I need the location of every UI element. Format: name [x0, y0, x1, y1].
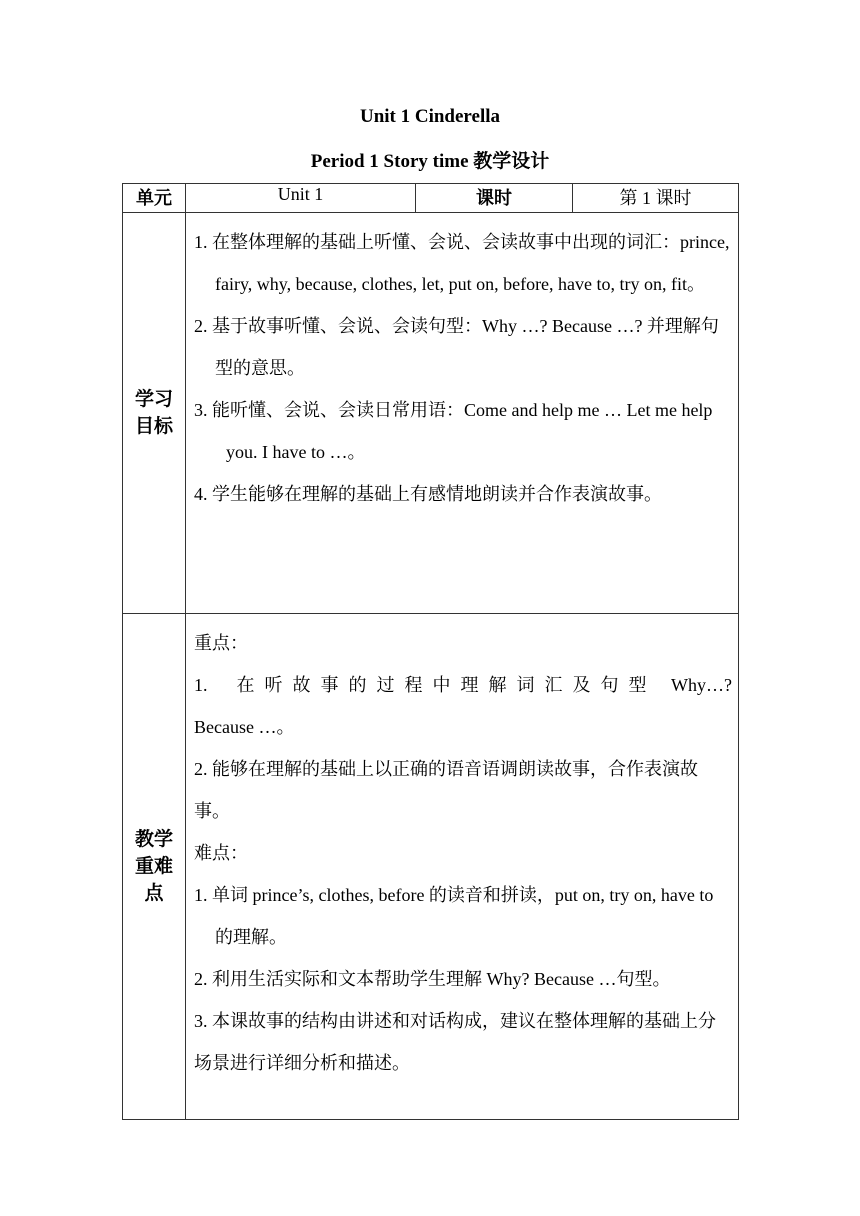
document-subtitle: Period 1 Story time 教学设计	[310, 151, 550, 172]
key-points-label: 教学 重难 点	[123, 614, 186, 1120]
key-heading: 重点：	[194, 633, 248, 653]
difficult-item: 3. 本课故事的结构由讲述和对话构成，建议在整体理解的基础上分场景进行详细分析和描述。	[194, 1011, 716, 1073]
objective-item: 2. 基于故事听懂、会说、会读句型：Why …? Because …? 并理解句型的意思。	[194, 316, 719, 378]
header-row	[123, 184, 739, 213]
lesson-plan-table	[122, 183, 739, 1120]
key-points-content	[186, 614, 739, 1120]
period-value: 第 1 课时	[573, 184, 739, 213]
period-label: 课时	[416, 184, 573, 213]
document-title: Unit 1 Cinderella	[359, 106, 501, 127]
key-item: 1. 在听故事的过程中理解词汇及句型 Why…?	[194, 675, 732, 695]
difficult-heading: 难点：	[194, 843, 248, 863]
key-item: 2. 能够在理解的基础上以正确的语音语调朗读故事，合作表演故事。	[194, 759, 698, 821]
objectives-row	[123, 213, 739, 614]
unit-value: Unit 1	[186, 184, 416, 213]
objective-item: 1. 在整体理解的基础上听懂、会说、会读故事中出现的词汇：prince, fairy, why, because, clothes, let, put on, before, have to, try on, fit。	[194, 232, 730, 294]
unit-label: 单元	[123, 184, 186, 213]
difficult-item: 2. 利用生活实际和文本帮助学生理解 Why? Because …句型。	[194, 969, 671, 989]
difficult-item: 1. 单词 prince’s, clothes, before 的读音和拼读，put on, try on, have to 的理解。	[194, 885, 714, 947]
objectives-label: 学习 目标	[123, 213, 186, 614]
key-points-row	[123, 614, 739, 1120]
objective-item: 3. 能听懂、会说、会读日常用语：Come and help me … Let me help you. I have to …。	[194, 400, 713, 462]
objectives-content	[186, 213, 739, 614]
key-item: Because …。	[194, 717, 295, 737]
objective-item: 4. 学生能够在理解的基础上有感情地朗读并合作表演故事。	[194, 484, 662, 504]
